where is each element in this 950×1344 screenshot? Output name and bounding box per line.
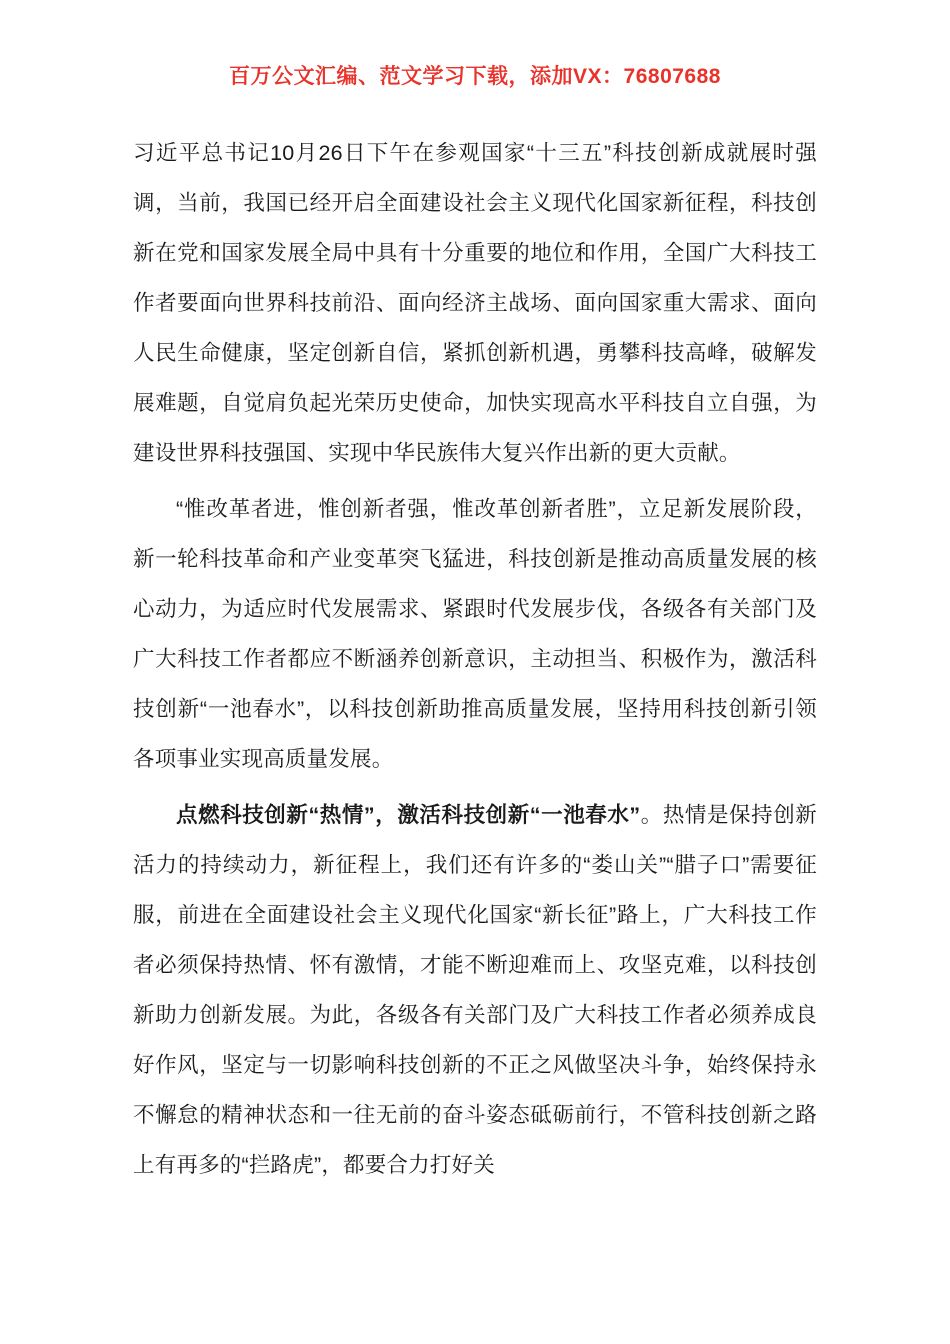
- paragraph-1: 习近平总书记10月26日下午在参观国家“十三五”科技创新成就展时强调，当前，我国已经开启全面建设社会主义现代化国家新征程，科技创新在党和国家发展全局中具有十分重要的地位和作用，全国广大科技工作者要面向世界科技前沿、面向经济主战场、面向国家重大需求、面向人民生命健康，坚定创新自信，紧抓创新机遇，勇攀科技高峰，破解发展难题，自觉肩负起光荣历史使命，加快实现高水平科技自立自强，为建设世界科技强国、实现中华民族伟大复兴作出新的更大贡献。: [133, 141, 817, 465]
- paragraph-3-text: 。热情是保持创新活力的持续动力，新征程上，我们还有许多的“娄山关”“腊子口”需要征服，前进在全面建设社会主义现代化国家“新长征”路上，广大科技工作者必须保持热情、怀有激情，才能不断迎难而上、攻坚克难，以科技创新助力创新发展。为此，各级各有关部门及广大科技工作者必须养成良好作风，坚定与一切影响科技创新的不正之风做坚决斗争，始终保持永不懈怠的精神状态和一往无前的奋斗姿态砥砺前行，不管科技创新之路上有再多的“拦路虎”，都要合力打好关: [133, 803, 817, 1177]
- document-body: [133, 128, 817, 1196]
- paragraph-3: [133, 790, 817, 1190]
- promo-watermark-text: 百万公文汇编、范文学习下载，添加VX：76807688: [229, 65, 721, 88]
- paragraph-2: “惟改革者进，惟创新者强，惟改革创新者胜”，立足新发展阶段，新一轮科技革命和产业变革突飞猛进，科技创新是推动高质量发展的核心动力，为适应时代发展需求、紧跟时代发展步伐，各级各有关部门及广大科技工作者都应不断涵养创新意识，主动担当、积极作为，激活科技创新“一池春水”，以科技创新助推高质量发展，坚持用科技创新引领各项事业实现高质量发展。: [133, 497, 817, 771]
- paragraph-3-heading: 点燃科技创新“热情”，激活科技创新“一池春水”: [176, 803, 641, 827]
